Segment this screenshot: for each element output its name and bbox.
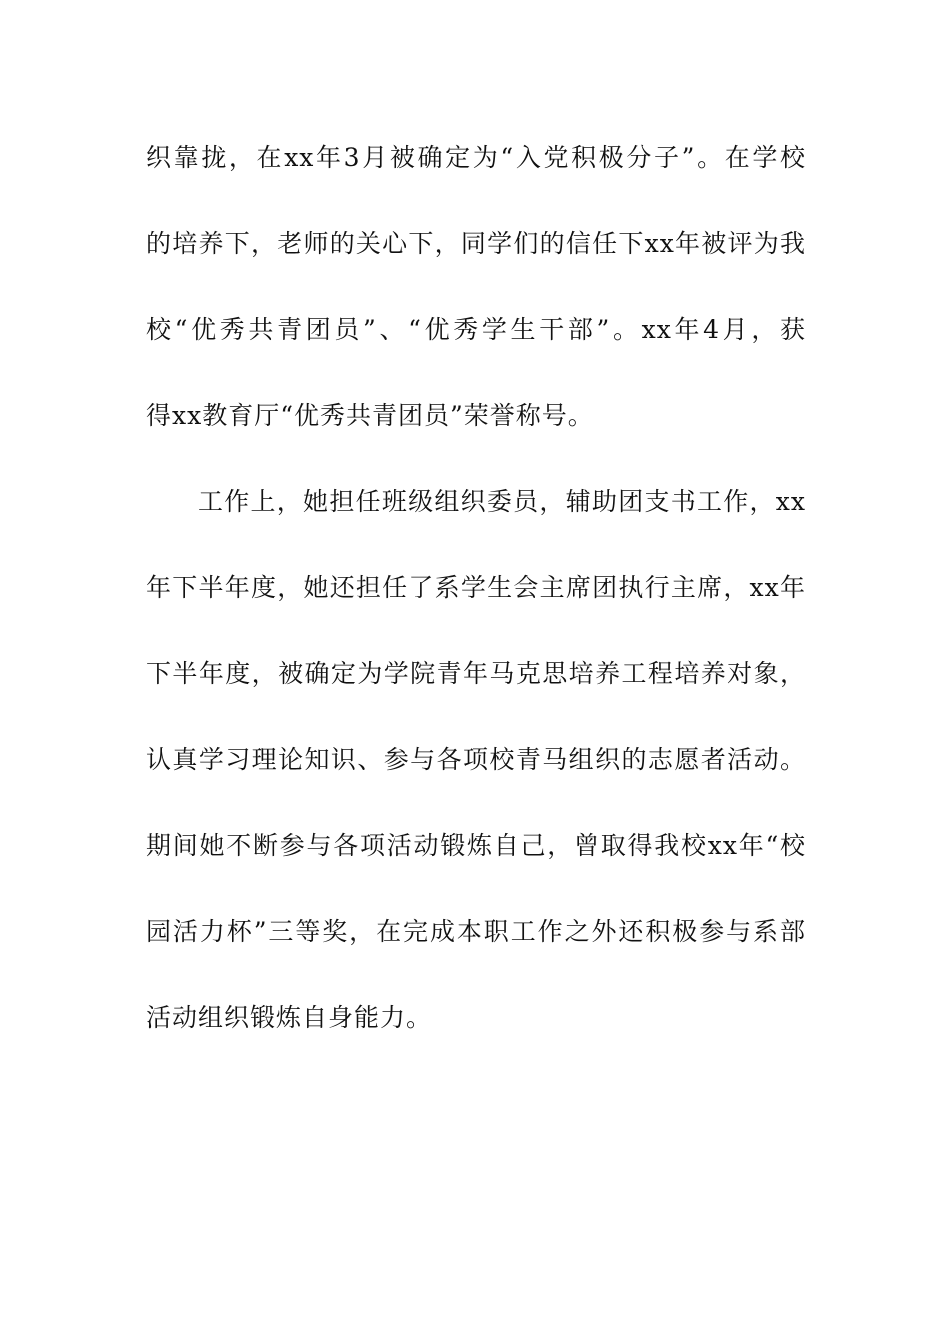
paragraph-2-line-3: 下半年度，被确定为学院青年马克思培养工程培养对象， [146, 659, 806, 688]
paragraph-2-line-1: 工作上，她担任班级组织委员，辅助团支书工作，xx [198, 487, 806, 516]
paragraph-1-line-3: 校“优秀共青团员”、“优秀学生干部”。xx年4月，获 [146, 315, 806, 344]
paragraph-1-line-1: 织靠拢，在xx年3月被确定为“入党积极分子”。在学校 [146, 143, 806, 172]
paragraph-2-line-7: 活动组织锻炼自身能力。 [146, 1003, 433, 1032]
paragraph-2-line-4: 认真学习理论知识、参与各项校青马组织的志愿者活动。 [146, 745, 806, 774]
paragraph-2-line-2: 年下半年度，她还担任了系学生会主席团执行主席，xx年 [146, 573, 806, 602]
paragraph-1-line-2: 的培养下，老师的关心下，同学们的信任下xx年被评为我 [146, 229, 806, 258]
paragraph-1-line-4: 得xx教育厅“优秀共青团员”荣誉称号。 [146, 401, 594, 430]
paragraph-2-line-5: 期间她不断参与各项活动锻炼自己，曾取得我校xx年“校 [146, 831, 806, 860]
paragraph-2-line-6: 园活力杯”三等奖，在完成本职工作之外还积极参与系部 [146, 917, 806, 946]
